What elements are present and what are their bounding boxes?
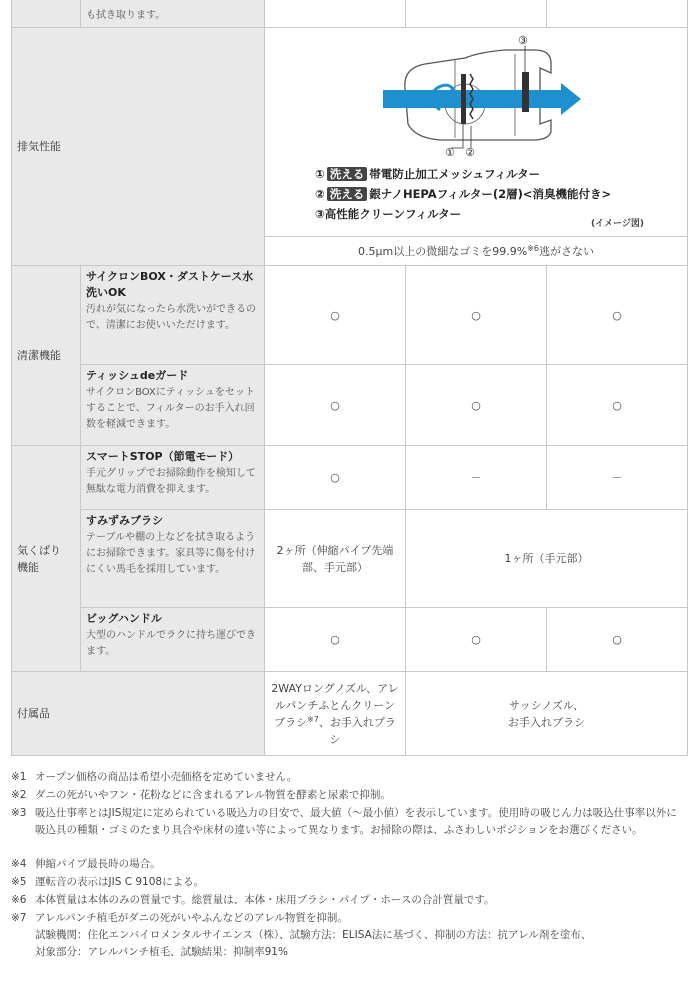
value-cell: ○ [405, 265, 547, 365]
top-row-value-3 [546, 0, 688, 28]
marker-2: ② [465, 146, 475, 158]
category-label: 排気性能 [17, 140, 61, 153]
footnote-detail: 試験機関：住化エンバイロメンタルサイエンス（株）、試験方法：ELISA法に基づく、抑制の方法：抗アレル剤を塗布、 対象部分：アレルパンチ植毛、試験結果：抑制率91% [35, 929, 592, 958]
marker-1: ① [445, 146, 455, 158]
footnote: ※6 本体質量は本体のみの質量です。総質量は、本体・床用ブラシ・パイプ・ホースの合計質量です。 [11, 894, 495, 906]
value-cell: ○ [264, 364, 406, 446]
footnote: ※2 ダニの死がいやフン・花粉などに含まれるアレル物質を酵素と尿素で抑制。 [11, 789, 391, 801]
footnote: ※7 アレルパンチ植毛がダニの死がいやふんなどのアレル物質を抑制。 [11, 912, 348, 924]
feature-description: 大型のハンドルでラクに持ち運びできます。 [86, 630, 256, 657]
feature-tissue-guard [80, 364, 265, 446]
footnote: ※4 伸縮パイプ最長時の場合。 [11, 858, 161, 870]
value-cell: ○ [546, 364, 688, 446]
filter-line-1: ① 洗える 帯電防止加工メッシュフィルター [315, 167, 541, 181]
feature-description: も拭き取ります。 [86, 10, 166, 21]
value-cell: ○ [405, 607, 547, 672]
feature-description: サイクロンBOXにティッシュをセットすることで、フィルターのお手入れ回数を軽減できます。 [86, 387, 255, 430]
value-cell: － [405, 445, 547, 510]
category-cleanliness [11, 265, 81, 446]
vacuum-filter-diagram [265, 28, 687, 158]
value-cell: 1ヶ所（手元部） [405, 509, 688, 608]
top-row-feature [80, 0, 265, 28]
feature-title: スマートSTOP（節電モード） [86, 450, 240, 463]
top-row-category [11, 0, 81, 28]
value-cell: 2ヶ所（伸縮パイプ先端部、手元部） [264, 509, 406, 608]
feature-description: テーブルや棚の上などを拭き取るようにお掃除できます。家具等に傷を付けにくい馬毛を採用しています。 [86, 532, 256, 575]
feature-title: ビッグハンドル [86, 612, 162, 625]
footnote: ※1 オープン価格の商品は希望小売価格を定めていません。 [11, 771, 298, 783]
feature-corner-brush [80, 509, 265, 608]
filter-line-3: ③高性能クリーンフィルター [315, 207, 462, 221]
exhaust-diagram-cell [264, 27, 688, 237]
feature-big-handle [80, 607, 265, 672]
feature-title: ティッシュdeガード [86, 369, 189, 382]
feature-cyclone-wash [80, 265, 265, 365]
accessories-col1: 2WAYロングノズル、アレルパンチふとんクリーンブラシ$^{※7}$、お手入れブラシ [264, 671, 406, 756]
value-cell: ○ [546, 265, 688, 365]
feature-title: サイクロンBOX・ダストケース水洗いOK [86, 270, 254, 299]
value-cell: ○ [264, 265, 406, 365]
category-thoughtful [11, 445, 81, 672]
category-accessories [11, 671, 265, 756]
top-row-value-1 [264, 0, 406, 28]
exhaust-statement: 0.5μm以上の微細なゴミを99.9% ※6 逃がさない [264, 236, 688, 266]
image-note: (イメージ図) [591, 219, 644, 229]
value-cell: ○ [264, 445, 406, 510]
feature-smart-stop [80, 445, 265, 510]
footnote: ※3 吸込仕事率とはJIS規定に定められている吸込力の目安で、最大値（～最小値）を表示しています。使用時の吸じん力は吸込仕事率以外に吸込具の種類・ゴミのたまり具合や床材の違い等によって異なります。お掃除の際は、ふさわしいポジションをお選びください。 [11, 807, 677, 836]
top-row-value-2 [405, 0, 547, 28]
category-label: 清潔機能 [17, 349, 61, 362]
value-cell: ○ [405, 364, 547, 446]
value-cell: ○ [264, 607, 406, 672]
value-cell: － [546, 445, 688, 510]
washable-badge: 洗える [327, 187, 368, 201]
washable-badge: 洗える [327, 167, 368, 181]
airflow-arrow-icon [383, 83, 581, 115]
feature-title: すみずみブラシ [86, 514, 163, 527]
feature-description: 汚れが気になったら水洗いができるので、清潔にお使いいただけます。 [86, 304, 256, 331]
value-cell: ○ [546, 607, 688, 672]
feature-description: 手元グリップでお掃除動作を検知して無駄な電力消費を抑えます。 [86, 468, 256, 495]
footnote: ※5 運転音の表示はJIS C 9108による。 [11, 876, 205, 888]
filter-line-2: ② 洗える 銀ナノHEPAフィルター(2層)<消臭機能付き> [315, 187, 612, 201]
marker-3: ③ [518, 34, 528, 47]
category-label: 気くばり機能 [17, 543, 61, 574]
category-exhaust [11, 27, 265, 266]
accessories-col2: サッシノズル、 お手入れブラシ [405, 671, 688, 756]
category-label: 付属品 [17, 707, 50, 720]
